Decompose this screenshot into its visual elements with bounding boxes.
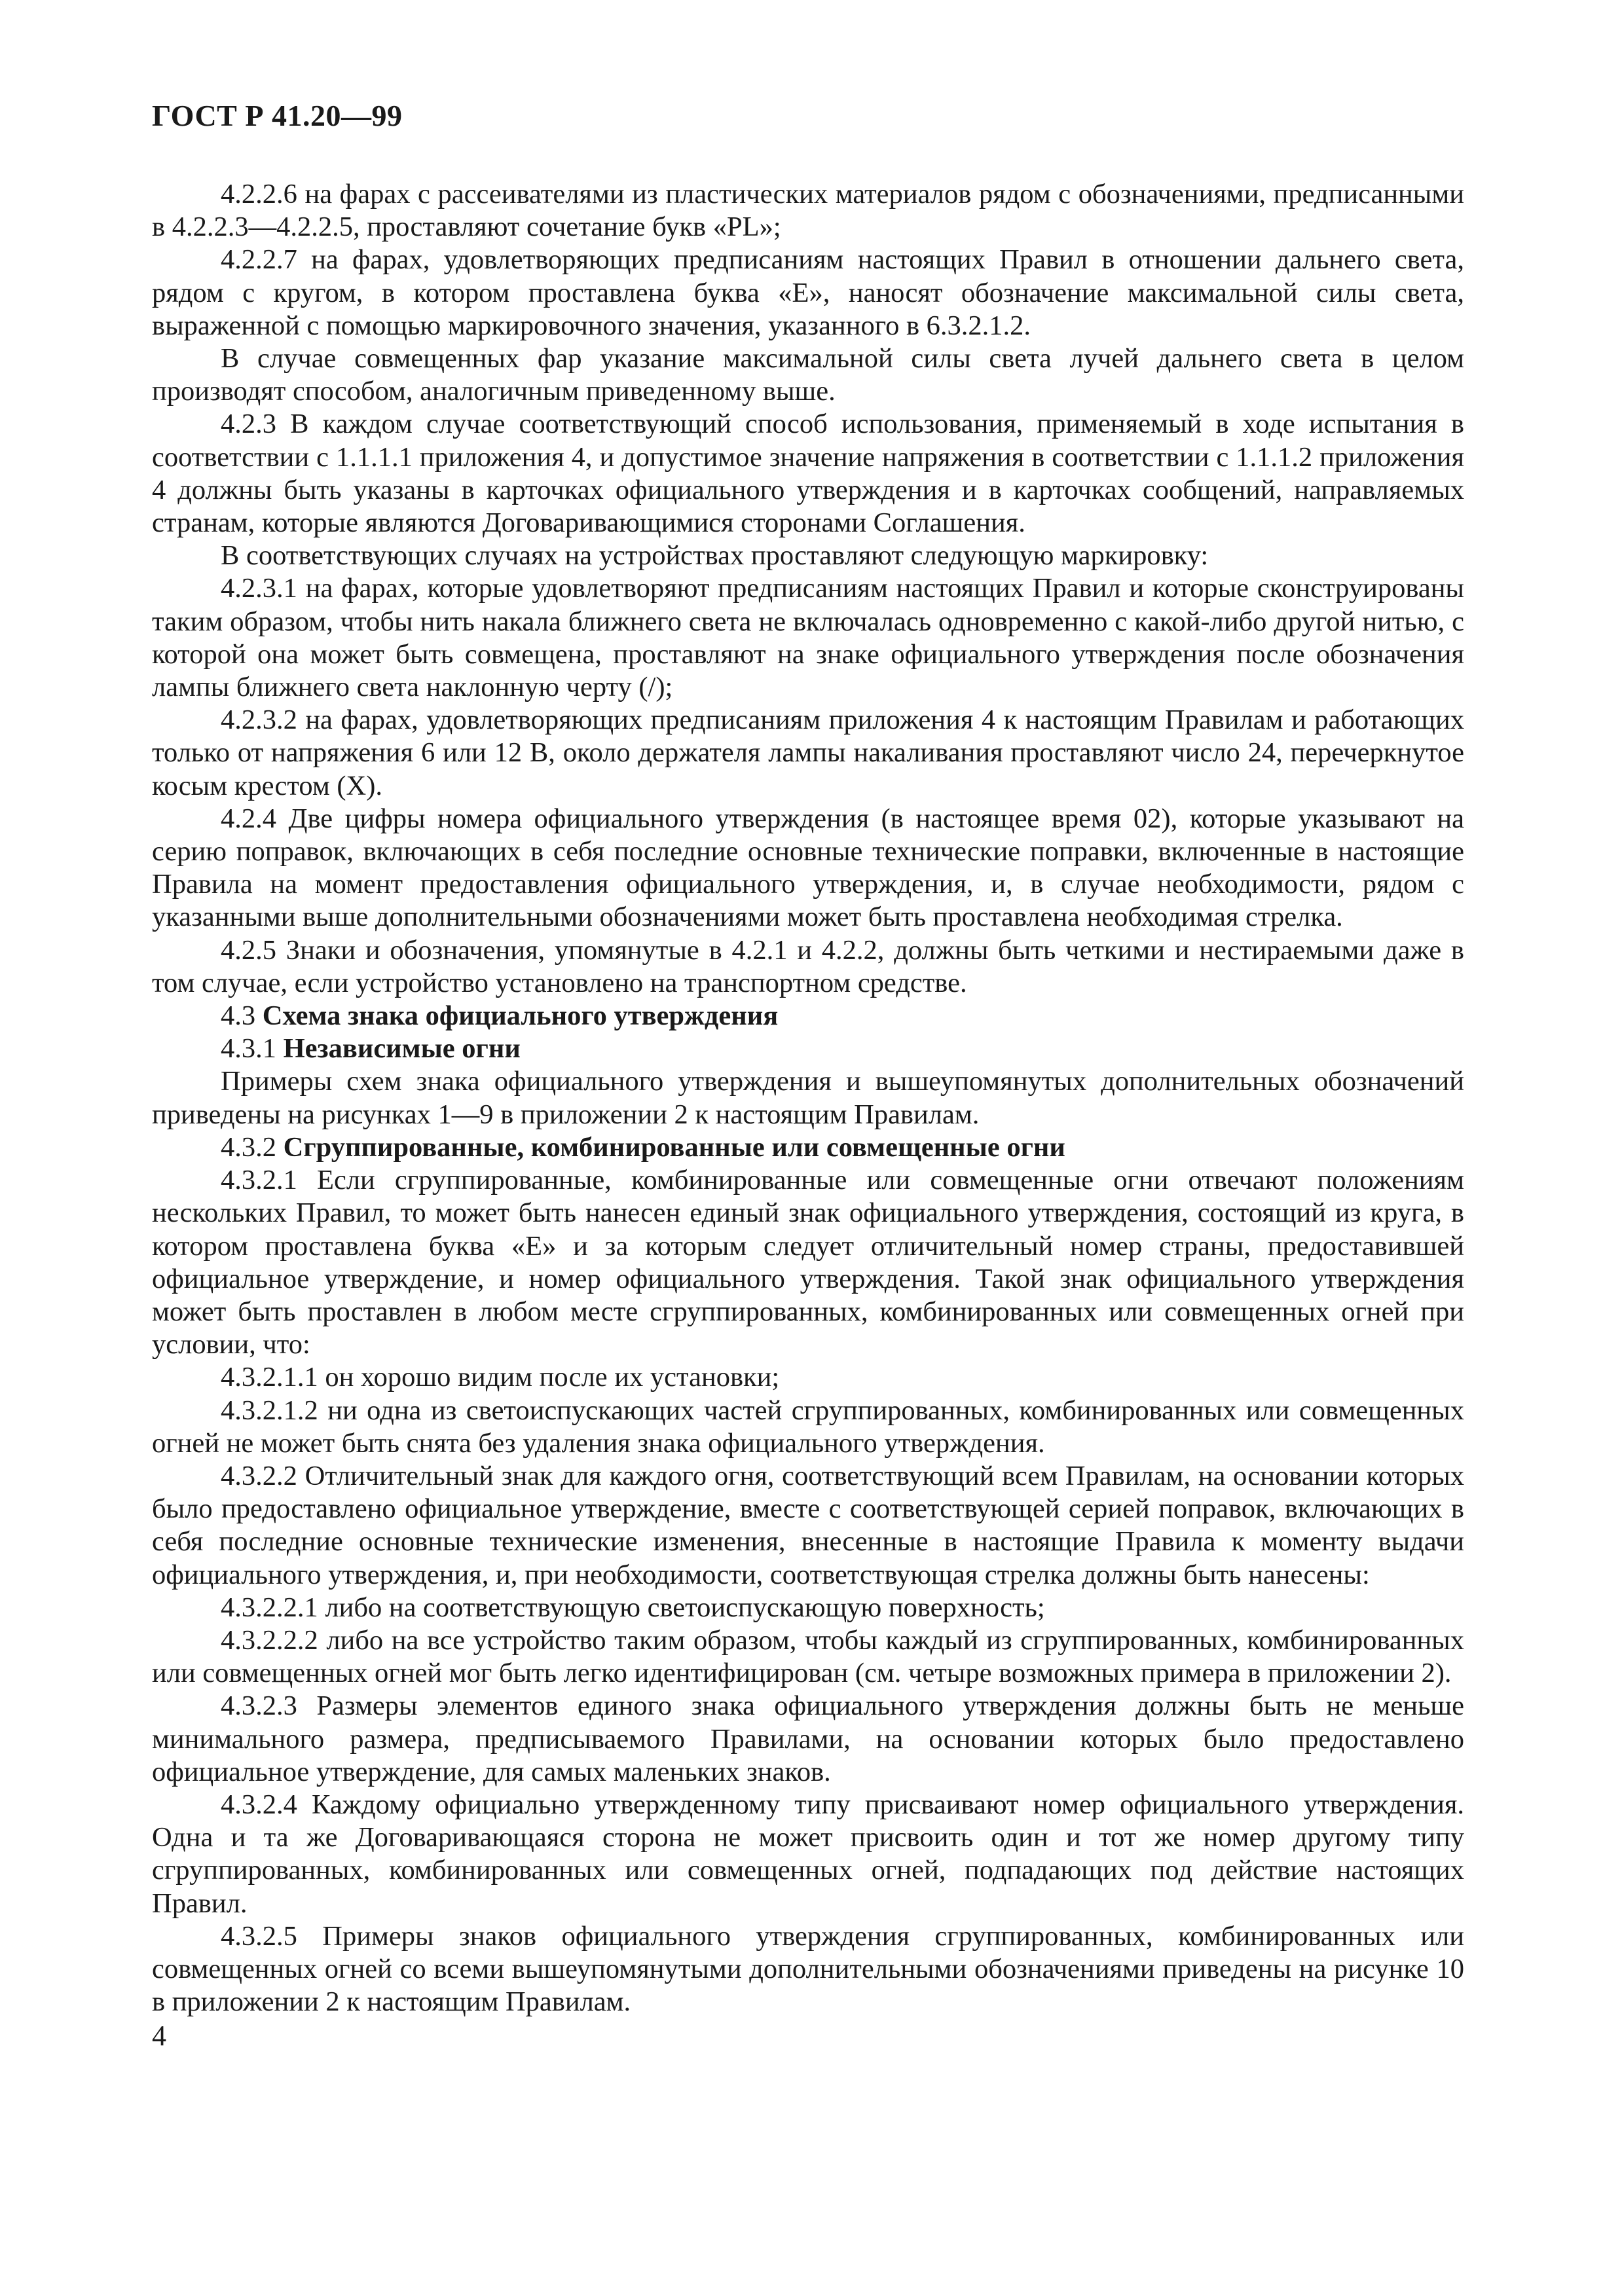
paragraph-4-2-5: 4.2.5 Знаки и обозначения, упомянутые в 4.2.1 и 4.2.2, должны быть четкими и нестираемыми даже в том случае, если устройство установлено на транспортном средстве.: [152, 934, 1464, 998]
document-body: [152, 178, 1464, 2018]
page-number: 4: [152, 2020, 166, 2052]
paragraph-4-3-2-2-2: 4.3.2.2.2 либо на все устройство таким образом, чтобы каждый из сгруппированных, комбинированных или совмещенных огней мог быть легко идентифицирован (см. четыре возможных примера в приложении 2).: [152, 1624, 1464, 1689]
paragraph-4-3-2-2-1: 4.3.2.2.1 либо на соответствующую светоиспускающую поверхность;: [221, 1592, 1045, 1623]
paragraph-4-3-2-5: 4.3.2.5 Примеры знаков официального утверждения сгруппированных, комбинированных или совмещенных огней со всеми вышеупомянутыми дополнительными обозначениями приведены на рисунке 10 в приложении 2 к настоящим Правилам.: [152, 1920, 1464, 2018]
paragraph-4-3-2-3: 4.3.2.3 Размеры элементов единого знака официального утверждения должны быть не меньше минимального размера, предписываемого Правилами, на основании которых было предоставлено официальное утверждение, для самых маленьких знаков.: [152, 1690, 1464, 1787]
paragraph-4-3-2-2: 4.3.2.2 Отличительный знак для каждого огня, соответствующий всем Правилам, на основании которых было предоставлено официальное утверждение, вместе с соответствующей серией поправок, включающих в себя последние основные технические изменения, внесенные в настоящие Правила к моменту выдачи официального утверждения, и, при необходимости, соответствующая стрелка должны быть нанесены:: [152, 1460, 1464, 1590]
paragraph-marking-intro: В соответствующих случаях на устройствах проставляют следующую маркировку:: [221, 540, 1209, 572]
paragraph-4-2-3: 4.2.3 В каждом случае соответствующий способ использования, применяемый в ходе испытания в соответствии с 1.1.1.1 приложения 4, и допустимое значение напряжения в соответствии с 1.1.1.2 приложения 4 должны быть указаны в карточках официального утверждения и в карточках сообщений, направляемых странам, которые являются Договаривающимися сторонами Соглашения.: [152, 409, 1464, 539]
paragraph-4-2-3-2: 4.2.3.2 на фарах, удовлетворяющих предписаниям приложения 4 к настоящим Правилам и работающих только от напряжения 6 или 12 В, около держателя лампы накаливания проставляют число 24, перечеркнутое косым крестом (X).: [152, 704, 1464, 801]
paragraph-4-3-2-1: 4.3.2.1 Если сгруппированные, комбинированные или совмещенные огни отвечают положениям нескольких Правил, то может быть нанесен единый знак официального утверждения, состоящий из круга, в котором проставлена буква «Е» и за которым следует отличительный номер страны, предоставившей официальное утверждение, и номер официального утверждения. Такой знак официального утверждения может быть проставлен в любом месте сгруппированных, комбинированных или совмещенных огней при условии, что:: [152, 1165, 1464, 1360]
paragraph-4-2-3-1: 4.2.3.1 на фарах, которые удовлетворяют предписаниям настоящих Правил и которые сконструированы таким образом, чтобы нить накала ближнего света не включалась одновременно с какой-либо другой нитью, с которой она может быть совмещена, проставляют на знаке официального утверждения после обозначения лампы ближнего света наклонную черту (/);: [152, 573, 1464, 703]
heading-4-3-2: 4.3.2 Сгруппированные, комбинированные или совмещенные огни: [221, 1131, 1065, 1163]
paragraph-independent-lamps: Примеры схем знака официального утверждения и вышеупомянутых дополнительных обозначений приведены на рисунках 1—9 в приложении 2 к настоящим Правилам.: [152, 1066, 1464, 1130]
paragraph-4-3-2-1-2: 4.3.2.1.2 ни одна из светоиспускающих частей сгруппированных, комбинированных или совмещенных огней не может быть снята без удаления знака официального утверждения.: [152, 1394, 1464, 1459]
paragraph-4-2-2-7: 4.2.2.7 на фарах, удовлетворяющих предписаниям настоящих Правил в отношении дальнего света, рядом с кругом, в котором проставлена буква «Е», наносят обозначение максимальной силы света, выраженной с помощью маркировочного значения, указанного в 6.3.2.1.2.: [152, 244, 1464, 341]
paragraph-4-2-4: 4.2.4 Две цифры номера официального утверждения (в настоящее время 02), которые указывают на серию поправок, включающих в себя последние основные технические поправки, включенные в настоящие Правила на момент предоставления официального утверждения, и, в случае необходимости, рядом с указанными выше дополнительными обозначениями может быть проставлена необходимая стрелка.: [152, 803, 1464, 933]
heading-4-3-1: 4.3.1 Независимые огни: [221, 1033, 521, 1065]
paragraph-4-3-2-1-1: 4.3.2.1.1 он хорошо видим после их установки;: [221, 1362, 780, 1393]
heading-4-3: 4.3 Схема знака официального утверждения: [221, 1000, 779, 1032]
document-header: ГОСТ Р 41.20—99: [152, 99, 403, 132]
paragraph-4-2-2-6: 4.2.2.6 на фарах с рассеивателями из пластических материалов рядом с обозначениями, предписанными в 4.2.2.3—4.2.2.5, проставляют сочетание букв «PL»;: [152, 179, 1464, 243]
paragraph-4-3-2-4: 4.3.2.4 Каждому официально утвержденному типу присваивают номер официального утверждения. Одна и та же Договаривающаяся сторона не может присвоить один и тот же номер другому типу сгруппированных, комбинированных или совмещенных огней, подпадающих под действие настоящих Правил.: [152, 1789, 1464, 1919]
paragraph-combined-headlamps: В случае совмещенных фар указание максимальной силы света лучей дальнего света в целом производят способом, аналогичным приведенному выше.: [152, 343, 1464, 407]
